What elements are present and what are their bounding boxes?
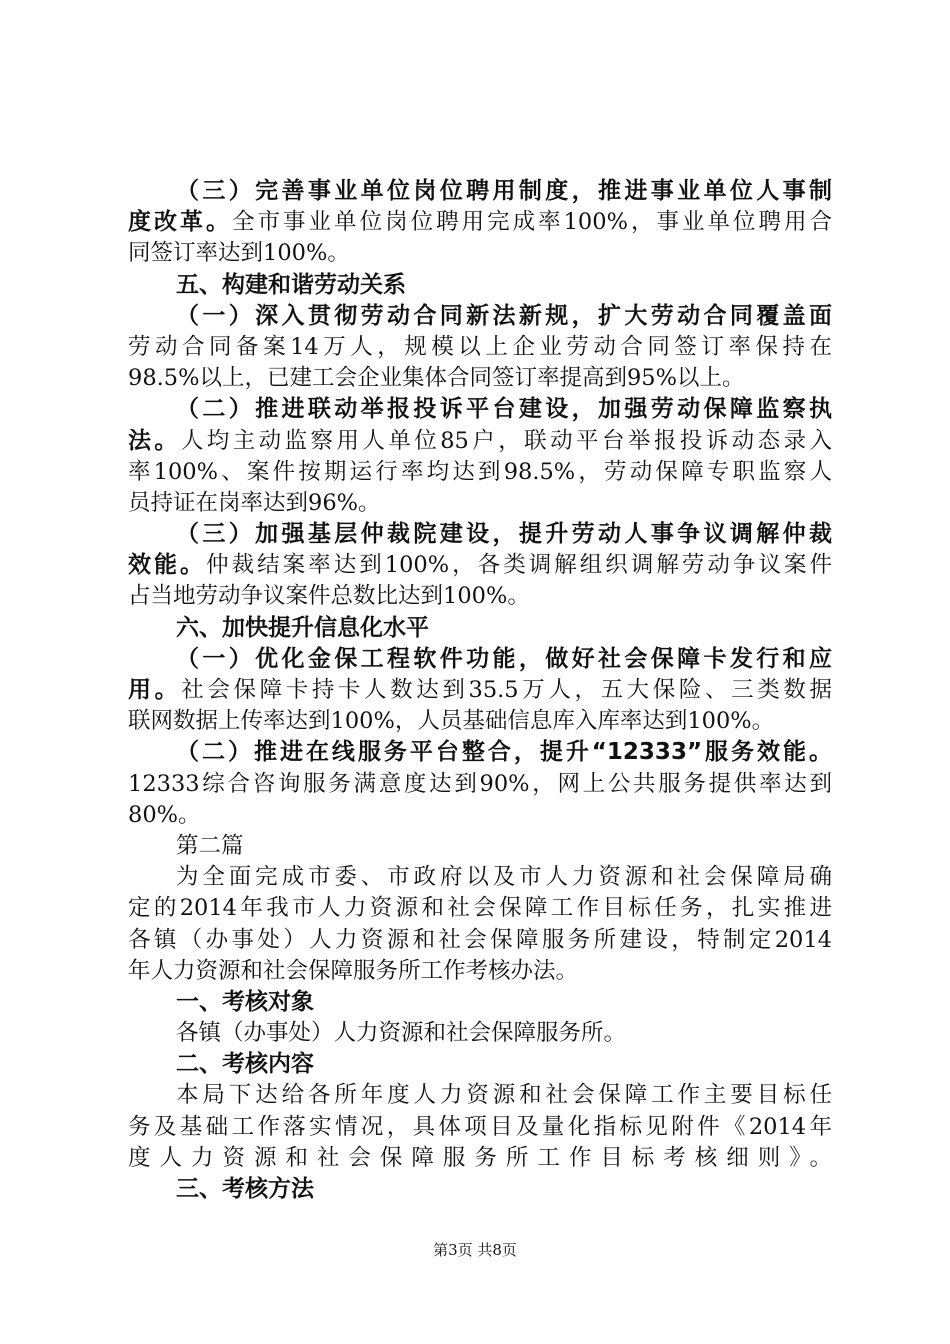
text-line: 度人力资源和社会保障服务所工作目标考核细则》。 [128,1144,832,1171]
text-line: 为全面完成市委、市政府以及市人力资源和社会保障局确 [176,864,832,891]
text-line: （三）完善事业单位岗位聘用制度，推进事业单位人事制 [176,178,832,204]
text-line [128,675,832,706]
text-line: 第二篇 [176,832,244,859]
text-line: 占当地劳动争议案件总数比达到100%。 [128,583,530,610]
text-line: （二）推进联动举报投诉平台建设，加强劳动保障监察执 [176,396,832,423]
text-line: 五、构建和谐劳动关系 [176,271,406,298]
text-line [128,426,832,457]
page-footer: 第3页 共8页 [433,1241,517,1259]
text-line: 务及基础工作落实情况，具体项目及量化指标见附件《2014年 [128,1113,832,1140]
text-line [128,550,832,581]
bold-run: 用。 [128,677,182,703]
text-line: 一、考核对象 [176,988,314,1015]
text-line [128,207,832,238]
text-line: （二）推进在线服务平台整合，提升“12333”服务效能。 [176,739,832,766]
text-run: 全市事业单位岗位聘用完成率100%，事业单位聘用合 [232,209,832,236]
text-line: 98.5%以上，已建工会企业集体合同签订率提高到95%以上。 [128,365,745,392]
text-line: （三）加强基层仲裁院建设，提升劳动人事争议调解仲裁 [176,521,832,548]
text-line: （一）优化金保工程软件功能，做好社会保障卡发行和应 [176,645,832,672]
text-line: 80%。 [128,801,201,828]
text-line: 六、加快提升信息化水平 [176,614,429,641]
text-line: 率100%、案件按期运行率均达到98.5%，劳动保障专职监察人 [128,458,832,485]
text-line: 定的2014年我市人力资源和社会保障工作目标任务，扎实推进 [128,895,832,922]
text-line: 员持证在岗率达到96%。 [128,489,381,516]
bold-run: 效能。 [128,552,207,579]
text-line: 各镇（办事处）人力资源和社会保障服务所。 [176,1020,627,1047]
text-line: （一）深入贯彻劳动合同新法新规，扩大劳动合同覆盖面 [176,302,832,329]
text-line: 各镇（办事处）人力资源和社会保障服务所建设，特制定2014 [128,926,832,953]
text-line: 年人力资源和社会保障服务所工作考核办法。 [128,957,579,984]
bold-run: 度改革。 [128,209,233,236]
text-run: 人均主动监察用人单位85户，联动平台举报投诉动态录入 [180,427,832,454]
text-line: 二、考核内容 [176,1051,314,1078]
text-line: 同签订率达到100%。 [128,240,350,267]
text-run: 社会保障卡持卡人数达到35.5万人，五大保险、三类数据 [181,677,832,703]
text-line: 劳动合同备案14万人，规模以上企业劳动合同签订率保持在 [128,333,832,360]
document-body [128,176,832,1205]
text-line: 三、考核方法 [176,1176,314,1202]
text-run: 仲裁结案率达到100%，各类调解组织调解劳动争议案件 [206,552,832,579]
text-line: 12333综合咨询服务满意度达到90%，网上公共服务提供率达到 [128,770,832,797]
text-line: 联网数据上传率达到100%，人员基础信息库入库率达到100%。 [128,708,775,735]
bold-run: 法。 [128,427,181,454]
text-line: 本局下达给各所年度人力资源和社会保障工作主要目标任 [176,1082,832,1109]
